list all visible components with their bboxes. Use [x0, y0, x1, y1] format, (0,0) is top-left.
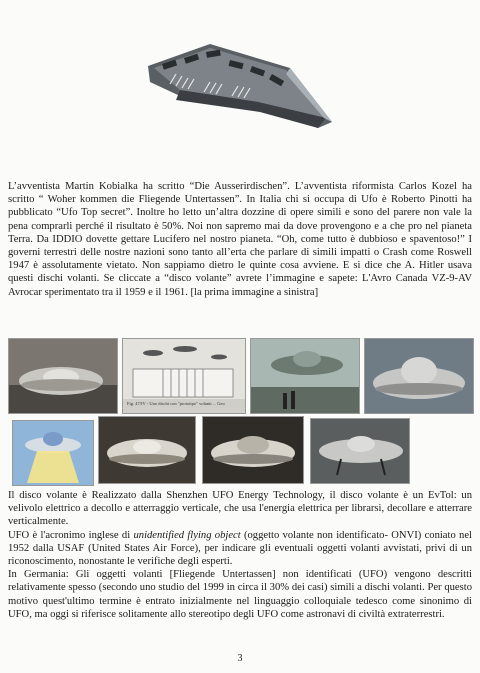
page-number: 3	[237, 653, 243, 664]
evtol-disc-photo-2	[202, 416, 304, 484]
white-house-ufo-photo	[122, 338, 246, 414]
photo-caption: Fig. 47/IV - Uno dischi con "prototipo" volanti ... Geo	[127, 401, 225, 406]
avrocar-photo	[8, 338, 118, 414]
ufo-over-crowd-photo	[250, 338, 360, 414]
evtol-disc-photo-1	[98, 416, 196, 484]
glowing-ufo-photo	[12, 420, 94, 486]
body-text	[8, 489, 472, 621]
shenzhen-paragraph: Il disco volante è Realizzato dalla Shenzhen UFO Energy Technology, il disco volante è un EvTol: un velivolo elettrico a decollo e atterraggio verticale, che usa l'energia elettrica per librarsi, decollare e atterrare verticalmente.	[8, 490, 472, 528]
germany-paragraph: In Germania: Gli oggetti volanti [Fliegende Untertassen] non identificati (UFO) vengono descritti relativamente spesso (secondo uno studio del 1999 in circa il 30% dei casi) simili a dischi volanti. Per questo motivo quest'ultimo termine è entrato inizialmente nel linguaggio colloquiale tedesco come sinonimo di UFO, ma oggi si riferisce solitamente allo stereotipo degli UFO come astronavi di civiltà extraterrestri.	[8, 569, 472, 620]
evtol-disc-photo-3	[310, 418, 410, 484]
ufo-def-after: (oggetto volante non identificato- ONVI) coniato nel 1952 dalla USAF (United States Air Force), per indicare gli eventuali oggetti volanti avvistati, privi di un riconoscimento, nonostante le verifiche degli esperti.	[8, 529, 472, 568]
ufo-def-before: UFO è l'acronimo inglese di	[8, 529, 134, 541]
ufo-definition-paragraph	[8, 529, 472, 569]
grey-ufo-model-photo	[364, 338, 474, 414]
spaceship-illustration	[140, 38, 340, 134]
intro-paragraph: L’avventista Martin Kobialka ha scritto “Die Ausserirdischen”. L’avventista riformista Carlos Kozel ha scritto “ Woher kommen die Fliegende Untertassen”. In Italia chi si occupa di Ufo è Roberto Pinotti ha pubblicato “Ufo Top secret”. Inoltre ho letto un’altra dozzine di opere simili e sono del parere non vale la pena comprarli perché il risultato è 50%. Noi non sapremo mai da dove provengono e a che pro nel pianeta Terra. Da IDDIO dovette gettare Lucifero nel nostro pianeta. “Oh, come tutto è dubbioso e spaventoso!” I governi terrestri delle nostre nazioni sono tanto all’erta che parlare di simili impatti o Crash come Roswell 1947 è assolutamente vietato. Non sappiamo dietro le quinte cosa avviene. E si dice che A. Hitler usava questi dischi volanti. Se cliccate a “disco volante” avrete l’immagine e sapete: L'Avro Canada VZ-9-AV Avrocar sperimentato tra il 1959 e il 1961. [la prima immagine a sinistra]	[8, 181, 472, 298]
ufo-def-term: unidentified flying object	[133, 529, 241, 541]
